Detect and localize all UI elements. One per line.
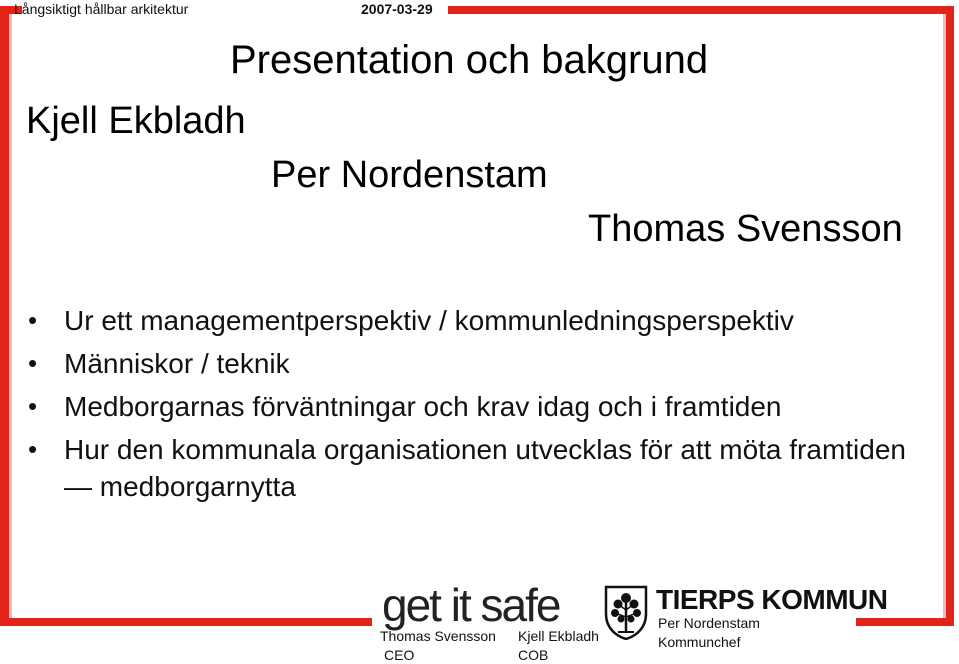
bullet-dot-icon: • (28, 348, 38, 378)
name-kjell-ekbladh: Kjell Ekbladh (26, 100, 246, 142)
bullet-text: Hur den kommunala organisationen utvecklas för att möta framtiden — medborgarnytta (64, 434, 906, 502)
getitsafe-logo: get it safe (382, 579, 560, 631)
header-date: 2007-03-29 (361, 1, 433, 17)
tierps-kommun-logo: TIERPS KOMMUN (656, 584, 888, 615)
slide-title: Presentation och bakgrund (230, 38, 709, 82)
frame-bottom-left-bar (0, 618, 372, 626)
bullet-item (24, 345, 924, 382)
tierp-crest-icon (603, 584, 649, 640)
footer-per-role: Kommunchef (658, 634, 741, 650)
frame-bottom-right-bar (856, 618, 954, 626)
bullet-text: Medborgarnas förväntningar och krav idag och i framtiden (64, 391, 782, 422)
bullet-text: Människor / teknik (64, 348, 290, 379)
name-per-nordenstam: Per Nordenstam (271, 154, 548, 196)
footer-kjell-role: COB (518, 647, 549, 663)
footer-per-name: Per Nordenstam (658, 615, 760, 631)
bullet-list (24, 302, 924, 511)
bullet-text: Ur ett managementperspektiv / kommunledningsperspektiv (64, 305, 794, 336)
frame-right-shadow (943, 14, 946, 618)
frame-left-bar (0, 6, 9, 626)
name-thomas-svensson: Thomas Svensson (588, 208, 903, 250)
bullet-dot-icon: • (28, 391, 38, 421)
frame-right-bar (946, 6, 954, 626)
footer-thomas-name: Thomas Svensson (380, 628, 496, 644)
bullet-item (24, 431, 924, 505)
bullet-dot-icon: • (28, 434, 38, 464)
bullet-dot-icon: • (28, 305, 38, 335)
header-title: Långsiktigt hållbar arkitektur (14, 1, 189, 17)
footer-kjell-name: Kjell Ekbladh (518, 628, 599, 644)
bullet-item (24, 388, 924, 425)
footer-thomas-role: CEO (384, 647, 415, 663)
frame-top-bar (448, 6, 954, 14)
bullet-item (24, 302, 924, 339)
frame-left-shadow (9, 14, 12, 618)
